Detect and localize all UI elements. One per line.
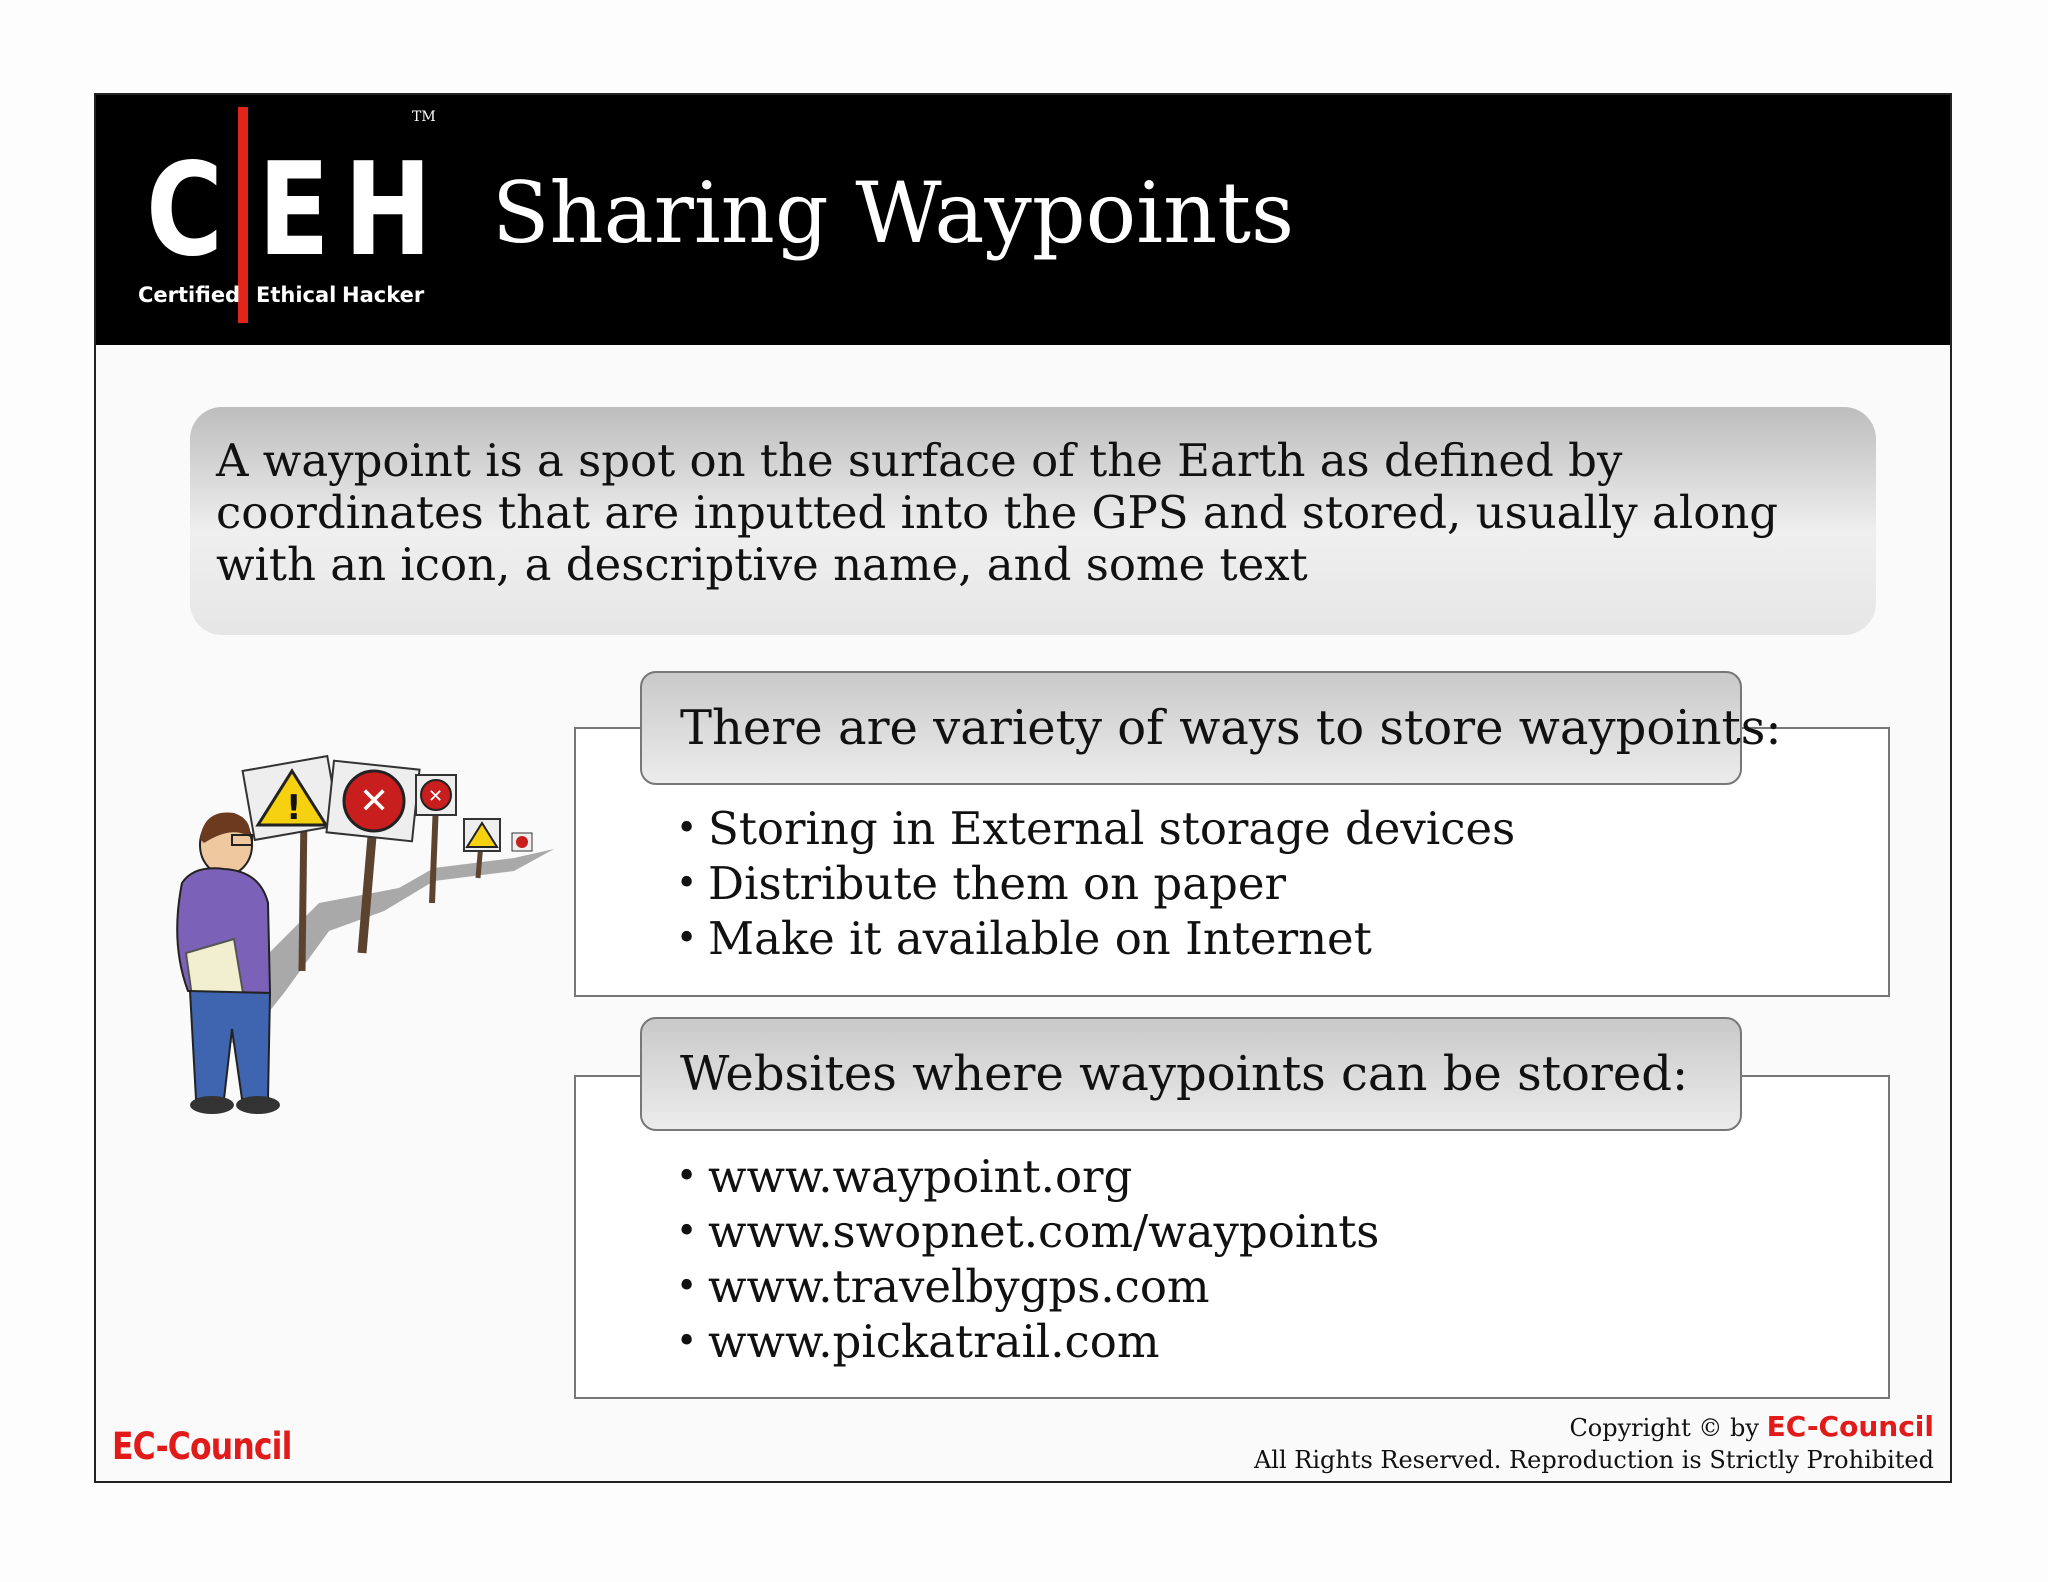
person-pants	[190, 991, 270, 1099]
person-with-road-signs-illustration	[134, 753, 574, 1133]
website-item-pickatrail: • www.pickatrail.com	[676, 1314, 1379, 1369]
logo-letter-h: H	[344, 136, 432, 285]
copyright-line	[1254, 1411, 1934, 1444]
post-1	[302, 813, 304, 971]
storage-item-paper: • Distribute them on paper	[676, 856, 1515, 911]
logo-word-certified: Certified	[138, 283, 241, 307]
websites-panel-heading: Websites where waypoints can be stored:	[640, 1017, 1742, 1131]
website-item-waypoint: • www.waypoint.org	[676, 1149, 1379, 1204]
page-title: Sharing Waypoints	[492, 164, 1295, 262]
post-3	[432, 803, 436, 903]
person-shoe-right	[236, 1096, 280, 1114]
copyright-notice	[1254, 1411, 1934, 1476]
rights-line: All Rights Reserved. Reproduction is Strictly Prohibited	[1253, 1446, 1934, 1474]
websites-list	[676, 1149, 1379, 1369]
slide-header	[96, 95, 1950, 345]
logo-word-ethical: Ethical	[256, 283, 337, 307]
trademark: TM	[412, 109, 436, 125]
copyright-prefix: Copyright © by	[1569, 1414, 1759, 1442]
copyright-brand: EC-Council	[1766, 1410, 1934, 1443]
definition-box: A waypoint is a spot on the surface of the Earth as defined by coordinates that are inputted into the GPS and stored, usually along with an icon, a descriptive name, and some text	[190, 407, 1876, 635]
storage-list	[676, 801, 1515, 966]
stop-mark-1: ✕	[359, 781, 390, 822]
slide	[94, 93, 1952, 1483]
storage-panel-heading: There are variety of ways to store waypoints:	[640, 671, 1742, 785]
storage-item-external: • Storing in External storage devices	[676, 801, 1515, 856]
website-item-travelbygps: • www.travelbygps.com	[676, 1259, 1379, 1314]
storage-item-internet: • Make it available on Internet	[676, 911, 1515, 966]
person-shoe-left	[190, 1096, 234, 1114]
warning-mark-1: !	[286, 788, 302, 828]
logo-letter-c: C	[146, 136, 224, 285]
ceh-logo	[138, 107, 446, 333]
stop-mark-2: ✕	[428, 786, 444, 807]
stop-sign-3	[516, 836, 528, 848]
ec-council-logo: EC-Council	[112, 1425, 292, 1468]
website-item-swopnet: • www.swopnet.com/waypoints	[676, 1204, 1379, 1259]
logo-letter-e: E	[258, 136, 330, 285]
logo-word-hacker: Hacker	[342, 283, 425, 307]
